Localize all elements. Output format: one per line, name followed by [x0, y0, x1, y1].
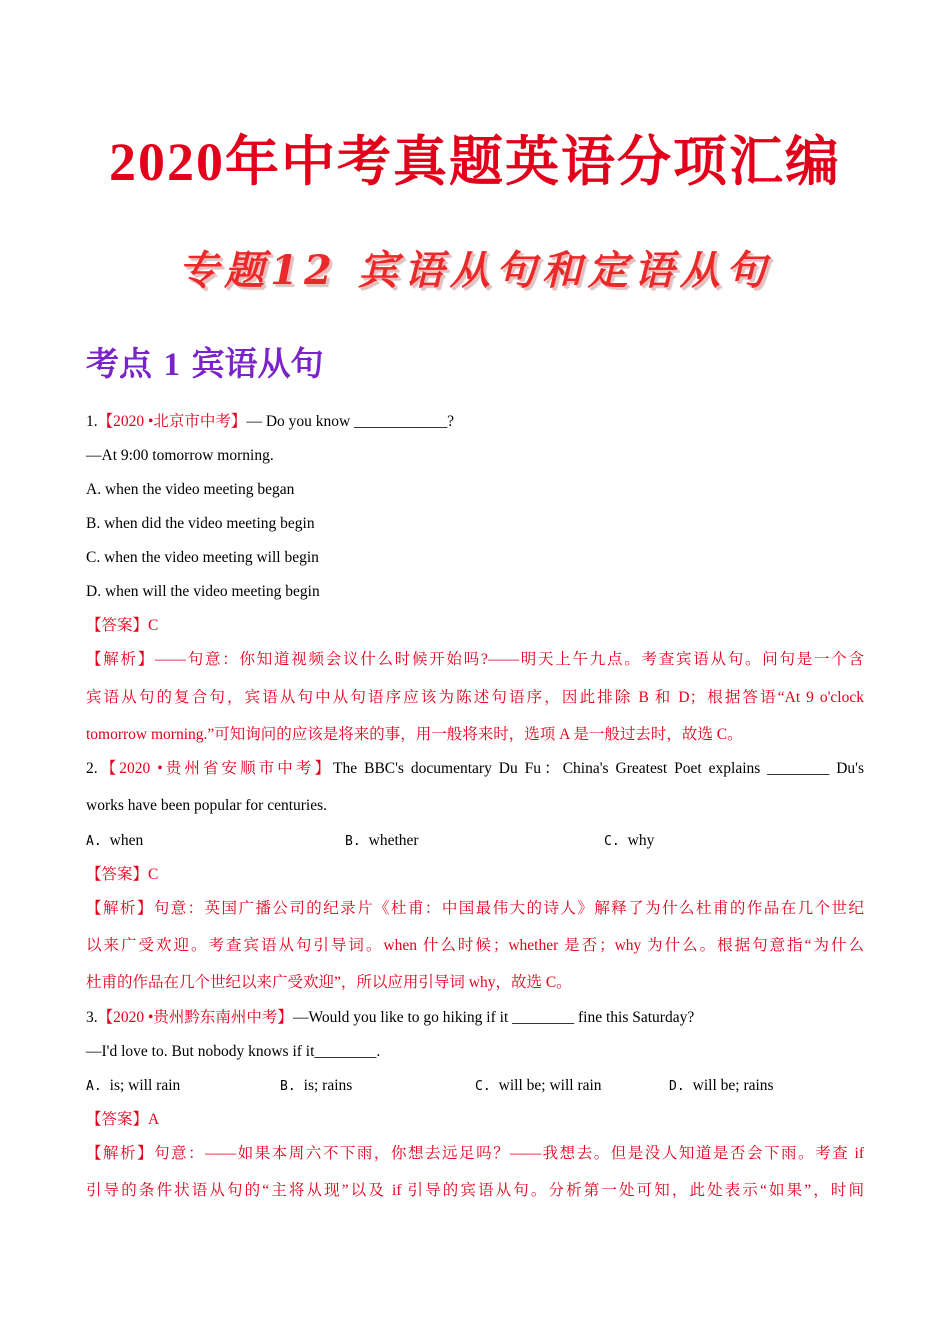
question-number: 3. — [86, 1009, 98, 1026]
question-number: 1. — [86, 413, 98, 430]
document-title: 2020年中考真题英语分项汇编 — [109, 132, 841, 192]
section-name: 宾语从句 — [191, 344, 324, 383]
question-2-analysis-line-2: 以来广受欢迎。考查宾语从句引导词。when 什么时候；whether 是否；why 为什么。根据句意指“为什么 — [86, 937, 864, 954]
question-source: 【2020 •贵州黔东南州中考】 — [97, 1009, 293, 1026]
question-1-analysis-line-3: tomorrow morning.”可知询问的应该是将来的事，用一般将来时，选项 A 是一般过去时，故选 C。 — [86, 726, 743, 743]
document-subtitle: 专题12 宾语从句和定语从句 — [178, 247, 772, 294]
section-number: 1 — [163, 347, 180, 383]
question-3-option-b: B. is; rains — [280, 1077, 353, 1094]
question-1-answer: 【答案】C — [86, 617, 159, 634]
question-3-option-a: A. is; will rain — [86, 1077, 181, 1094]
question-3-stem — [86, 1006, 866, 1030]
question-1-reply: —At 9:00 tomorrow morning. — [86, 447, 274, 464]
question-3-analysis-line-1: 【解析】句意：——如果本周六不下雨，你想去远足吗？——我想去。但是没人知道是否会下雨。考查 if — [86, 1145, 864, 1162]
question-1-option-b: B. when did the video meeting begin — [86, 515, 315, 532]
question-2-stem — [86, 757, 864, 781]
question-text: — Do you know ____________? — [246, 413, 454, 430]
section-heading — [86, 338, 324, 391]
question-2-option-a: A. when — [86, 832, 144, 849]
question-3-option-c: C. will be; will rain — [475, 1077, 602, 1094]
question-2-stem-cont: works have been popular for centuries. — [86, 797, 328, 814]
question-3-answer: 【答案】A — [86, 1111, 160, 1128]
question-2-answer: 【答案】C — [86, 866, 159, 883]
question-1-option-c: C. when the video meeting will begin — [86, 549, 319, 566]
question-text: —Would you like to go hiking if it ________ fine this Saturday? — [292, 1009, 695, 1026]
question-3-analysis-line-2: 引导的条件状语从句的“主将从现”以及 if 引导的宾语从句。分析第一处可知，此处表示“如果”，时间 — [86, 1182, 864, 1199]
question-2-analysis-line-1: 【解析】句意：英国广播公司的纪录片《杜甫：中国最伟大的诗人》解释了为什么杜甫的作品在几个世纪 — [86, 900, 864, 917]
question-3-reply: —I'd love to. But nobody knows if it________. — [86, 1043, 381, 1060]
question-1-analysis-line-1: 【解析】——句意：你知道视频会议什么时候开始吗?——明天上午九点。考查宾语从句。问句是一个含 — [86, 651, 864, 668]
question-1-option-a: A. when the video meeting began — [86, 481, 295, 498]
question-1-analysis-line-2: 宾语从句的复合句，宾语从句中从句语序应该为陈述句语序，因此排除 B 和 D；根据答语“At 9 o'clock — [86, 689, 864, 706]
question-source: 【2020 •贵州省安顺市中考】 — [97, 760, 334, 777]
question-3-option-d: D. will be; rains — [669, 1077, 774, 1094]
question-number: 2. — [86, 760, 98, 777]
question-1-stem — [86, 410, 866, 434]
question-2-option-b: B. whether — [345, 832, 419, 849]
section-label: 考点 — [86, 344, 152, 383]
question-source: 【2020 •北京市中考】 — [97, 413, 247, 430]
question-2-option-c: C. why — [604, 832, 655, 849]
question-2-analysis-line-3: 杜甫的作品在几个世纪以来广受欢迎”，所以应用引导词 why，故选 C。 — [86, 974, 572, 991]
question-1-option-d: D. when will the video meeting begin — [86, 583, 320, 600]
question-text: The BBC's documentary Du Fu：China's Greatest Poet explains ________ Du's — [333, 760, 864, 777]
